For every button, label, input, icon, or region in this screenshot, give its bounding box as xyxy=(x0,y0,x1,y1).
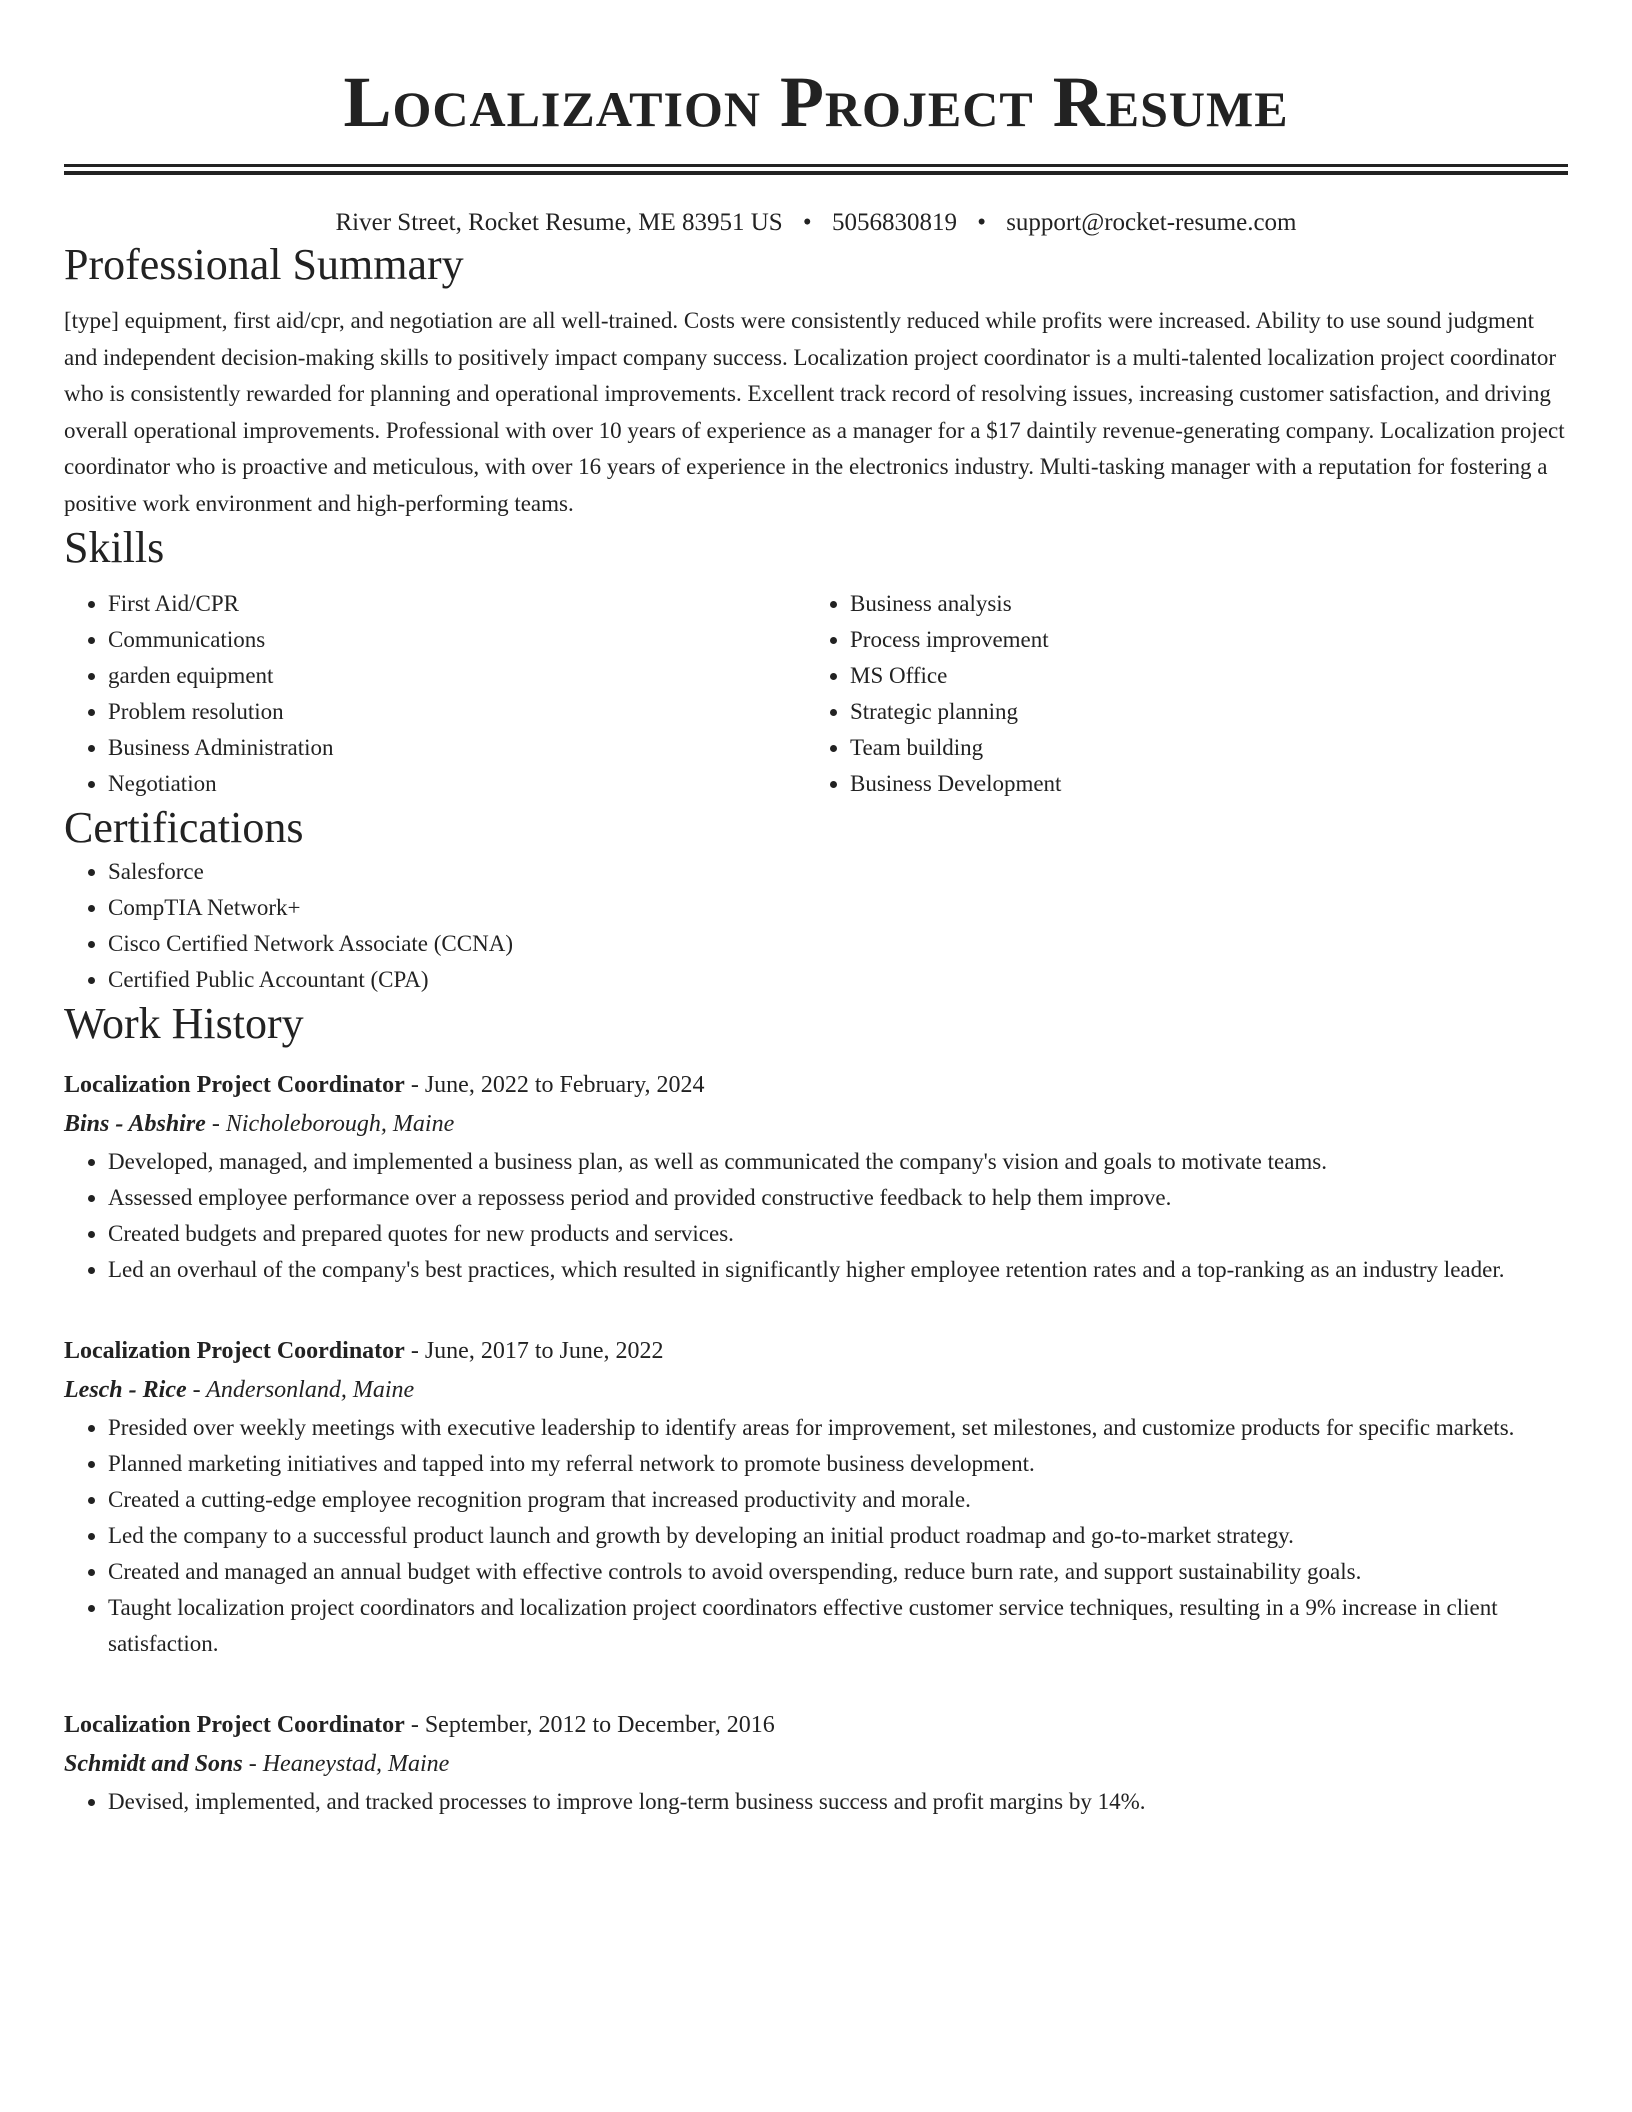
skills-heading: Skills xyxy=(64,523,165,572)
resume-title: Localization Project Resume xyxy=(343,62,1289,142)
skill-item: • Communications xyxy=(108,622,806,658)
contact-line xyxy=(64,207,1568,239)
skills-section xyxy=(64,522,1568,802)
certifications-list xyxy=(64,854,1568,998)
job-location: - Heaneystad, Maine xyxy=(242,1751,450,1777)
skills-list-right xyxy=(806,586,1548,802)
job-duty-item: • Presided over weekly meetings with executive leadership to identify areas for improvement, set milestones, and customize products for specific markets. xyxy=(108,1410,1568,1446)
work-history-section xyxy=(64,998,1568,1820)
job-company-line xyxy=(64,1371,1568,1410)
job-location: - Nicholeborough, Maine xyxy=(205,1111,455,1137)
skill-item: • Strategic planning xyxy=(850,694,1548,730)
job-duty-item: • Taught localization project coordinators and localization project coordinators effective customer service techniques, resulting in a 9% increase in client satisfaction. xyxy=(108,1590,1568,1662)
certifications-heading: Certifications xyxy=(64,803,304,852)
summary-heading: Professional Summary xyxy=(64,240,464,289)
job-location: - Andersonland, Maine xyxy=(186,1377,415,1403)
contact-email: support@rocket-resume.com xyxy=(1006,209,1297,236)
skill-item: • Process improvement xyxy=(850,622,1548,658)
job-company: Lesch - Rice xyxy=(64,1377,187,1403)
skills-list-left xyxy=(64,586,806,802)
job-title: Localization Project Coordinator xyxy=(64,1712,405,1738)
job-company-line xyxy=(64,1105,1568,1144)
job-duty-item: • Created a cutting-edge employee recognition program that increased productivity and morale. xyxy=(108,1482,1568,1518)
job-title-line xyxy=(64,1332,1568,1371)
certification-item: • Certified Public Accountant (CPA) xyxy=(108,962,1568,998)
resume-header xyxy=(64,0,1568,239)
job-duties-list xyxy=(64,1144,1568,1288)
skills-column-left xyxy=(64,586,806,802)
job-company: Bins - Abshire xyxy=(64,1111,206,1137)
job-company-line xyxy=(64,1745,1568,1784)
job-dates: - September, 2012 to December, 2016 xyxy=(404,1712,775,1738)
job-dates: - June, 2017 to June, 2022 xyxy=(404,1338,664,1364)
summary-text: [type] equipment, first aid/cpr, and negotiation are all well-trained. Costs were consistently reduced while profits were increased. Ability to use sound judgment and independent decision-making skills to positively impact company success. Localization project coordinator is a multi-talented localization project coordinator who is consistently rewarded for planning and operational improvements. Excellent track record of resolving issues, increasing customer satisfaction, and driving overall operational improvements. Professional with over 10 years of experience as a manager for a $17 daintily revenue-generating company. Localization project coordinator who is proactive and meticulous, with over 16 years of experience in the electronics industry. Multi-tasking manager with a reputation for fostering a positive work environment and high-performing teams. xyxy=(64,308,1565,516)
skill-item: • Business Administration xyxy=(108,730,806,766)
job-duty-item: • Planned marketing initiatives and tapped into my referral network to promote business development. xyxy=(108,1446,1568,1482)
job-duty-item: • Devised, implemented, and tracked processes to improve long-term business success and profit margins by 14%. xyxy=(108,1784,1568,1820)
job-entry xyxy=(64,1706,1568,1820)
work-history-heading: Work History xyxy=(64,999,304,1048)
certifications-section xyxy=(64,802,1568,998)
job-duties-list xyxy=(64,1784,1568,1820)
contact-address: River Street, Rocket Resume, ME 83951 US xyxy=(335,209,783,236)
certification-item: • Salesforce xyxy=(108,854,1568,890)
job-title: Localization Project Coordinator xyxy=(64,1072,405,1098)
job-company: Schmidt and Sons xyxy=(64,1751,243,1777)
certification-item: • CompTIA Network+ xyxy=(108,890,1568,926)
contact-separator: • xyxy=(977,209,986,236)
job-title: Localization Project Coordinator xyxy=(64,1338,405,1364)
skill-item: • Negotiation xyxy=(108,766,806,802)
job-dates: - June, 2022 to February, 2024 xyxy=(404,1072,705,1098)
job-duty-item: • Created budgets and prepared quotes for new products and services. xyxy=(108,1216,1568,1252)
job-title-line xyxy=(64,1706,1568,1745)
summary-section xyxy=(64,239,1568,522)
certification-item: • Cisco Certified Network Associate (CCNA) xyxy=(108,926,1568,962)
job-duty-item: • Developed, managed, and implemented a business plan, as well as communicated the company's vision and goals to motivate teams. xyxy=(108,1144,1568,1180)
skill-item: • Business analysis xyxy=(850,586,1548,622)
skills-grid xyxy=(64,586,1568,802)
title-double-rule xyxy=(64,164,1568,175)
job-entry xyxy=(64,1332,1568,1662)
skill-item: • First Aid/CPR xyxy=(108,586,806,622)
skill-item: • Team building xyxy=(850,730,1548,766)
skill-item: • Business Development xyxy=(850,766,1548,802)
contact-phone: 5056830819 xyxy=(831,209,957,236)
skill-item: • MS Office xyxy=(850,658,1548,694)
job-duty-item: • Assessed employee performance over a repossess period and provided constructive feedback to help them improve. xyxy=(108,1180,1568,1216)
job-duties-list xyxy=(64,1410,1568,1662)
job-duty-item: • Created and managed an annual budget with effective controls to avoid overspending, reduce burn rate, and support sustainability goals. xyxy=(108,1554,1568,1590)
job-duty-item: • Led an overhaul of the company's best practices, which resulted in significantly higher employee retention rates and a top-ranking as an industry leader. xyxy=(108,1252,1568,1288)
skill-item: • garden equipment xyxy=(108,658,806,694)
job-duty-item: • Led the company to a successful product launch and growth by developing an initial product roadmap and go-to-market strategy. xyxy=(108,1518,1568,1554)
skill-item: • Problem resolution xyxy=(108,694,806,730)
contact-separator: • xyxy=(802,209,812,236)
skills-column-right xyxy=(806,586,1548,802)
job-entry xyxy=(64,1066,1568,1288)
job-title-line xyxy=(64,1066,1568,1105)
